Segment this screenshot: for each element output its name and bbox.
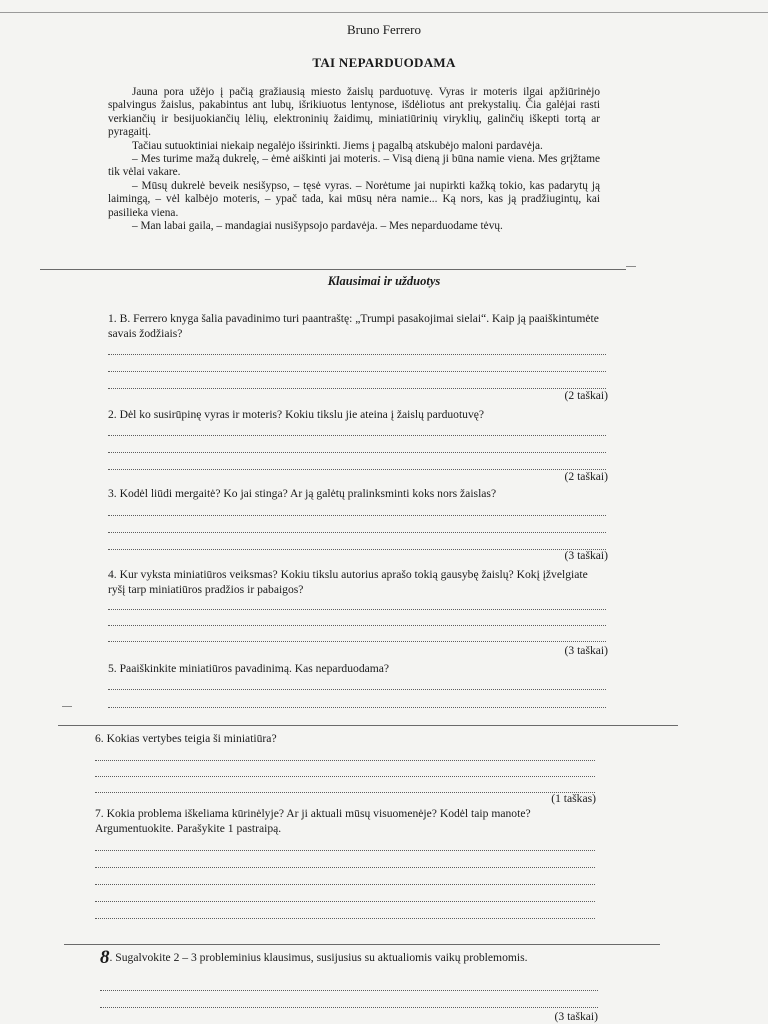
answer-line[interactable] bbox=[108, 435, 606, 436]
answer-line[interactable] bbox=[95, 850, 595, 851]
answer-line[interactable] bbox=[108, 532, 606, 533]
answer-line[interactable] bbox=[108, 625, 606, 626]
answer-line[interactable] bbox=[95, 884, 595, 885]
answer-line[interactable] bbox=[108, 609, 606, 610]
answer-line[interactable] bbox=[95, 918, 595, 919]
author-name: Bruno Ferrero bbox=[346, 22, 421, 37]
points-label: (3 taškai) bbox=[564, 549, 608, 562]
question-7: 7. Kokia problema iškeliama kūrinėlyje? Ar ji aktuali mūsų visuomenėje? Kodėl taip manote? Argumentuokite. Parašykite 1 pastraipą. bbox=[95, 807, 531, 835]
answer-line[interactable] bbox=[108, 354, 606, 355]
paste-edge-line bbox=[64, 944, 660, 945]
story-title: TAI NEPARDUODAMA bbox=[312, 55, 456, 70]
answer-line[interactable] bbox=[95, 901, 595, 902]
question-5: 5. Paaiškinkite miniatiūros pavadinimą. Kas neparduodama? bbox=[108, 662, 390, 675]
answer-line[interactable] bbox=[95, 867, 595, 868]
answer-line[interactable] bbox=[108, 641, 606, 642]
story-paragraph: Tačiau sutuoktiniai niekaip negalėjo išsirinkti. Jiems į pagalbą atskubėjo maloni pardavėja. bbox=[132, 139, 543, 152]
answer-line[interactable] bbox=[108, 707, 606, 708]
question-8-text: . Sugalvokite 2 – 3 probleminius klausimus, susijusius su aktualiomis vaikų problemomis. bbox=[109, 951, 528, 964]
question-4: 4. Kur vyksta miniatiūros veiksmas? Kokiu tikslu autorius aprašo tokią gausybę žaislų? Kokį įžvelgiate ryšį tarp miniatiūros pradžios ir pabaigos? bbox=[108, 568, 588, 596]
paste-edge-mark bbox=[62, 706, 72, 707]
answer-line[interactable] bbox=[108, 371, 606, 372]
story-paragraph: Jauna pora užėjo į pačią gražiausią miesto žaislų parduotuvę. Vyras ir moteris ilgai apžiūrinėjo spalvingus žaislus, pakabintus ant lubų, išrikiuotus lentynose, išdėliotus ant prekystalių. Čia galėjai rasti verkiančių ir besijuokiančių lėlių, elektroninių žaidimų, miniatiūrinių viryklių, galinčių iškepti tortą ar pyragaitį. bbox=[108, 86, 600, 139]
points-label: (3 taškai) bbox=[554, 1010, 598, 1023]
story-paragraph: – Man labai gaila, – mandagiai nusišypsojo pardavėja. – Mes neparduodame tėvų. bbox=[132, 220, 503, 233]
answer-line[interactable] bbox=[95, 760, 595, 761]
answer-line[interactable] bbox=[100, 990, 598, 991]
points-label: (1 taškas) bbox=[551, 792, 596, 805]
paste-edge-mark bbox=[626, 266, 636, 267]
section-title: Klausimai ir užduotys bbox=[327, 274, 441, 288]
story-paragraph: – Mes turime mažą dukrelę, – ėmė aiškinti jai moteris. – Visą dieną ji būna namie viena. Mes grįžtame tik vėlai vakare. bbox=[108, 153, 600, 179]
question-number-handwritten: 8 bbox=[100, 947, 110, 968]
answer-line[interactable] bbox=[95, 776, 595, 777]
question-1: 1. B. Ferrero knyga šalia pavadinimo turi paantraštę: „Trumpi pasakojimai sielai“. Kaip ją paaiškintumėte savais žodžiais? bbox=[108, 312, 599, 340]
answer-line[interactable] bbox=[100, 1007, 598, 1008]
question-3: 3. Kodėl liūdi mergaitė? Ko jai stinga? Ar ją galėtų pralinksminti koks nors žaislas? bbox=[108, 487, 497, 500]
answer-line[interactable] bbox=[108, 452, 606, 453]
points-label: (3 taškai) bbox=[564, 644, 608, 657]
question-8 bbox=[100, 947, 602, 968]
paste-edge-line bbox=[40, 269, 626, 270]
points-label: (2 taškai) bbox=[564, 389, 608, 402]
question-6: 6. Kokias vertybes teigia ši miniatiūra? bbox=[95, 732, 277, 745]
answer-line[interactable] bbox=[108, 689, 606, 690]
story-text bbox=[108, 86, 600, 233]
answer-line[interactable] bbox=[108, 515, 606, 516]
paste-edge-line bbox=[58, 725, 678, 726]
story-paragraph: – Mūsų dukrelė beveik nesišypso, – tęsė vyras. – Norėtume jai nupirkti kažką tokio, kas padarytų ją laimingą, – vėl kalbėjo moteris, – ypač tada, kai mūsų nėra namie... Ką nors, kas ją pradžiugintų, kai pasilieka viena. bbox=[108, 179, 600, 219]
top-edge-line bbox=[0, 12, 768, 13]
points-label: (2 taškai) bbox=[564, 470, 608, 483]
question-2: 2. Dėl ko susirūpinę vyras ir moteris? Kokiu tikslu jie ateina į žaislų parduotuvę? bbox=[108, 408, 485, 421]
